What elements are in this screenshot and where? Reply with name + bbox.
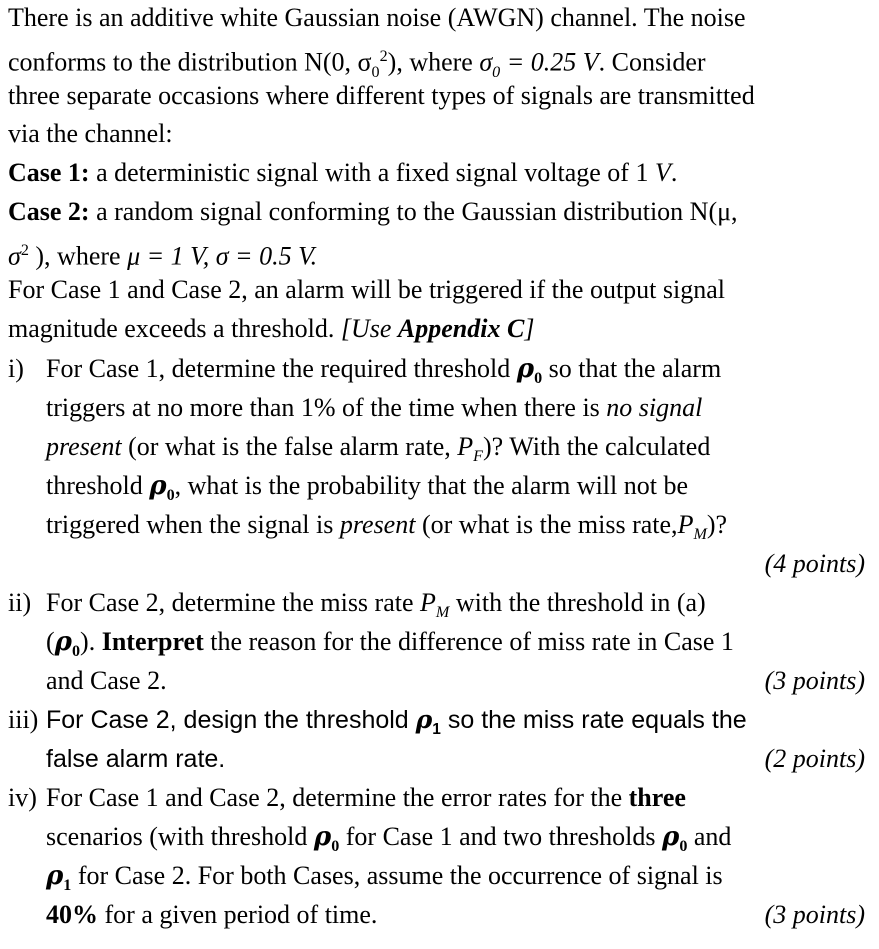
q4-three: three [628,783,686,812]
sigma0-sub: 0 [492,63,501,81]
q1-points: (4 points) [764,549,865,578]
pf-sub: F [473,448,484,466]
sigma-symbol: σ [479,47,493,77]
rho1-symbol: ρ [415,705,433,734]
q1-line-1 [46,353,721,387]
rho0-sub-2: 0 [166,487,175,505]
case2-line-2 [8,235,317,269]
q4-rho0-sub-2: 0 [679,838,688,856]
q2-line-1 [46,587,706,621]
intro-line-4 [8,118,173,152]
rho1-sub: 1 [432,721,441,738]
q4-text-1a: For Case 1 and Case 2, determine the error rates for the [46,783,629,812]
alarm-line-2 [8,313,534,347]
q1-text-2a: triggers at no more than 1% of the time when there is [46,393,607,422]
q3-num: iii) [8,705,39,734]
case1-unit: V [654,158,671,187]
q4-number [8,782,37,816]
q2-num: ii) [8,588,32,617]
q2-number [8,587,31,621]
q3-line-2 [46,743,225,777]
intro-line-1 [8,2,866,36]
q2-rho0-sub: 0 [71,643,81,661]
q2-points: (3 points) [764,666,865,695]
sigma-value: = 0.25 [500,47,583,77]
q2-rho0-symbol: ρ [54,627,72,657]
case2-sigma-sup: 2 [20,242,29,259]
q4-line-3 [46,860,723,894]
sigma-sup: 2 [379,48,388,65]
q4-text-4b: for a given period of time. [98,900,378,929]
q4-text-2a: scenarios (with threshold [46,822,314,851]
q3-text-1b: so the miss rate equals the [440,706,747,734]
q4-line-2 [46,821,731,855]
intro-text-2a: conforms to the distribution N(0, σ [8,47,372,77]
q1-line-4 [46,470,688,504]
q1-text-5c: )? [706,510,728,539]
intro-line-3 [8,80,755,114]
q2-text-1b: with the threshold in (a) [449,588,706,617]
q2-text-3: and Case 2. [46,666,167,695]
intro-text-2b: ), where [387,47,480,77]
q3-text-2: false alarm rate. [46,745,226,773]
q3-line-1 [46,704,747,738]
q4-rho1-sub: 1 [63,877,72,895]
q3-number [8,704,38,738]
q4-text-3b: for Case 2. For both Cases, assume the occurrence of signal is [71,861,723,890]
q1-present-2: present [339,510,416,539]
q4-text-2b: for Case 1 and two thresholds [339,822,663,851]
case1-end: . [670,158,678,187]
q2-text-1a: For Case 2, determine the miss rate [46,588,421,617]
case2-label: Case 2: [8,197,90,226]
q2-text-2b: the reason for the difference of miss rate in Case 1 [203,627,734,656]
case1-text: a deterministic signal with a fixed signal voltage of 1 [89,158,655,187]
q2-paren-open: ( [46,627,55,656]
case2-line-1 [8,196,738,230]
q1-number [8,353,24,387]
intro-line-2 [8,41,866,81]
q1-line-5 [46,509,727,543]
intro-text-4: via the channel: [8,119,173,148]
intro-text-1: There is an additive white Gaussian noise (AWGN) channel. The noise [8,3,746,32]
rho0-sub: 0 [534,370,543,388]
q4-line-1 [46,782,686,816]
q1-text-5b: (or what is the miss rate, [415,510,678,539]
q2-interpret: Interpret [101,627,204,656]
q2-line-3 [46,665,167,699]
q1-present: present [46,432,122,461]
q1-line-3 [46,431,710,465]
q4-rho0-sub: 0 [331,838,340,856]
q1-text-1a: For Case 1, determine the required threshold [46,354,517,383]
q2-pm-symbol: P [420,588,436,617]
appendix-ref: Appendix C [397,314,525,343]
pf-symbol: P [457,432,474,461]
q4-forty-percent: 40% [46,900,98,929]
q2-line-2 [46,626,734,660]
q4-rho0-symbol-2: ρ [662,822,680,852]
q1-num: i) [8,354,24,383]
q3-points: (2 points) [764,744,865,773]
alarm-line-1 [8,274,725,308]
alarm-text-1: For Case 1 and Case 2, an alarm will be triggered if the output signal [8,275,725,304]
q1-text-3b: )? With the calculated [483,432,711,461]
case1-label: Case 1: [8,158,90,187]
q1-text-3a: (or what is the false alarm rate, [121,432,458,461]
sigma-sub: 0 [371,63,380,81]
q2-pm-sub: M [435,604,450,622]
pm-sub: M [693,526,707,544]
appendix-close: ] [524,314,535,343]
intro-text-2c: . Consider [598,47,706,77]
pm-symbol: P [677,510,694,539]
q4-points: (3 points) [764,900,865,929]
rho0-symbol-2: ρ [149,471,167,501]
rho0-symbol: ρ [516,354,535,384]
q2-paren-close: ). [80,627,102,656]
q1-no-signal: no signal [606,393,703,422]
q1-text-4a: threshold [46,471,150,500]
q1-text-1b: so that the alarm [542,354,722,383]
q4-text-2c: and [687,822,732,851]
q1-text-4b: , what is the probability that the alarm will not be [174,471,689,500]
q4-line-4 [46,899,377,933]
q3-text-1a: For Case 2, design the threshold [46,706,416,734]
appendix-open: [Use [340,314,398,343]
case2-text: a random signal conforming to the Gaussian distribution N(μ, [89,197,738,226]
q4-num: iv) [8,783,37,812]
case1-line [8,157,677,191]
q1-line-2 [46,392,702,426]
intro-text-3: three separate occasions where different types of signals are transmitted [8,81,755,110]
case2-text-2: ), where [28,241,128,271]
volt-unit: V [582,47,599,77]
q4-rho0-symbol: ρ [313,822,332,852]
q1-text-5a: triggered when the signal is [46,510,340,539]
alarm-text-2: magnitude exceeds a threshold. [8,314,341,343]
q4-rho1-symbol: ρ [46,861,64,891]
case2-params: μ = 1 V, σ = 0.5 V. [127,241,318,271]
case2-sigma: σ [8,241,21,271]
